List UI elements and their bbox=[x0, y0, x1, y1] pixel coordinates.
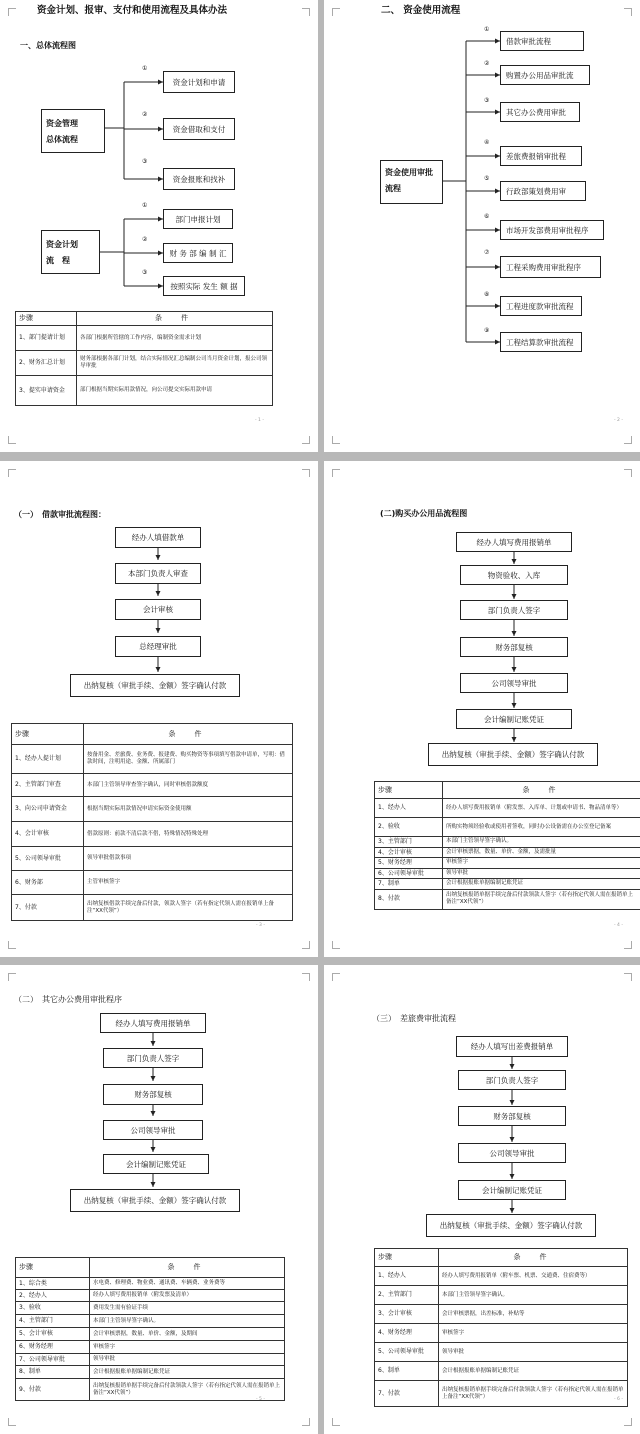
document-page-6 bbox=[324, 965, 640, 1434]
table-cell: 本部门主管领导审查签字确认，同时审核借款额度 bbox=[84, 774, 293, 797]
table-cell: 1、综合类 bbox=[16, 1278, 90, 1290]
table-cell: 各部门根据所管辖的工作内容，编制资金需求计划 bbox=[77, 326, 273, 351]
flow-step: 经办人填写出差费报销单 bbox=[456, 1036, 568, 1057]
table-cell: 3、主管部门 bbox=[375, 837, 443, 848]
table-header-row bbox=[12, 724, 293, 745]
table-cell: 领导审批 bbox=[443, 868, 640, 879]
process-item-loan: 借款审批流程 bbox=[500, 31, 584, 51]
table-cell: 6、财务经理 bbox=[16, 1341, 90, 1354]
page-number: - 2 - bbox=[614, 418, 623, 423]
conditions-table bbox=[374, 781, 640, 910]
flow-step: 财务部复核 bbox=[103, 1084, 203, 1105]
table-row bbox=[16, 1315, 285, 1328]
flow-step: 经办人填借款单 bbox=[115, 527, 201, 548]
flow-step: 财务部复核 bbox=[460, 637, 568, 657]
table-cell: 会计审核票据，出差标准，补贴等 bbox=[439, 1305, 628, 1324]
table-row bbox=[375, 1324, 628, 1343]
document-page-5 bbox=[0, 965, 318, 1434]
table-cell: 领导审批 bbox=[439, 1343, 628, 1362]
table-row bbox=[16, 1290, 285, 1302]
page-number: - 1 - bbox=[255, 418, 264, 423]
table-cell: 部门根据当期实际用款情况，向公司提交实际用款申请 bbox=[77, 376, 273, 406]
table-cell: 2、财务汇总计划 bbox=[16, 351, 77, 376]
table-row bbox=[12, 895, 293, 921]
table-cell: 8、付款 bbox=[375, 889, 443, 909]
table-cell: 经办人填写费用报销单（附发票及清单） bbox=[90, 1290, 285, 1302]
table-row bbox=[375, 868, 640, 879]
table-cell: 会计根据报账单据编制记账凭证 bbox=[439, 1362, 628, 1381]
mgmt-step-box: 资金借取和支付 bbox=[163, 118, 235, 140]
table-cell: 出纳复核报销单据手续完备后付款领款人签字（若有指定代领人需在报销单上备注“XX代领”） bbox=[90, 1379, 285, 1401]
step-number: ③ bbox=[142, 158, 148, 165]
process-item-market-dev: 市场开发部费用审批程序 bbox=[500, 220, 604, 240]
table-cell: 7、付款 bbox=[12, 895, 84, 921]
table-header-row bbox=[16, 312, 273, 326]
page-number: - 3 - bbox=[256, 923, 265, 928]
table-row bbox=[375, 799, 640, 818]
table-cell: 按备用金、差旅费、业务费、报建费、购买物资等事项填写借款申请单，写明：借款时间，注明用途、金额、所属部门 bbox=[84, 745, 293, 774]
step-number: ④ bbox=[484, 139, 490, 146]
table-row bbox=[12, 745, 293, 774]
header-cell: 步骤 bbox=[375, 1249, 439, 1267]
step-number: ① bbox=[142, 202, 148, 209]
table-cell: 7、制单 bbox=[375, 879, 443, 890]
section-title: 二、 资金使用流程 bbox=[381, 5, 461, 16]
conditions-table bbox=[15, 1257, 285, 1401]
table-cell: 6、制单 bbox=[375, 1362, 439, 1381]
table-cell: 6、财务部 bbox=[12, 871, 84, 895]
document-page-1 bbox=[0, 0, 318, 452]
step-number: ⑧ bbox=[484, 291, 490, 298]
conditions-table bbox=[15, 311, 273, 406]
step-number: ② bbox=[142, 236, 148, 243]
table-cell: 本部门主管领导签字确认。 bbox=[90, 1315, 285, 1328]
table-cell: 5、财务经理 bbox=[375, 858, 443, 869]
process-item-procurement: 工程采购费用审批程序 bbox=[500, 256, 601, 278]
table-cell: 2、主管部门 bbox=[375, 1286, 439, 1305]
table-row bbox=[16, 1366, 285, 1379]
table-cell: 3、提实申请资金 bbox=[16, 376, 77, 406]
table-cell: 水电费、修理费、物业费、通讯费、车辆费、业务费等 bbox=[90, 1278, 285, 1290]
section-heading: 一、总体流程图 bbox=[20, 41, 76, 50]
section-heading: (二)购买办公用品流程图 bbox=[380, 509, 468, 518]
step-number: ① bbox=[142, 65, 148, 72]
header-cell: 条 件 bbox=[439, 1249, 628, 1267]
step-number: ③ bbox=[142, 269, 148, 276]
table-cell: 4、会计审核 bbox=[12, 822, 84, 847]
table-row bbox=[16, 351, 273, 376]
step-number: ⑨ bbox=[484, 327, 490, 334]
table-row bbox=[375, 879, 640, 890]
mgmt-step-box: 资金计划和申请 bbox=[163, 71, 235, 93]
document-page-3 bbox=[0, 461, 318, 957]
process-item-other-office: 其它办公费用审批 bbox=[500, 102, 580, 122]
page-number: - 6 - bbox=[614, 1397, 623, 1402]
table-header-row bbox=[16, 1258, 285, 1278]
fund-management-label: 资金管理 总体流程 bbox=[46, 119, 78, 144]
table-cell: 7、付款 bbox=[375, 1381, 439, 1407]
header-cell: 条 件 bbox=[443, 782, 640, 799]
table-cell: 本部门主管领导签字确认。 bbox=[443, 837, 640, 848]
table-cell: 领导审批借款事项 bbox=[84, 847, 293, 871]
table-cell: 1、经办人 bbox=[375, 1267, 439, 1286]
document-page-2 bbox=[324, 0, 640, 452]
flow-step: 物资验收、入库 bbox=[460, 565, 568, 585]
plan-step-box: 按照实际 发生 额 据 bbox=[163, 276, 245, 296]
table-row bbox=[375, 818, 640, 837]
section-heading: （三） 差旅费审批流程 bbox=[372, 1014, 456, 1023]
table-cell: 4、财务经理 bbox=[375, 1324, 439, 1343]
table-cell: 出纳复核借款手续完备后付款，领款人签字（若有指定代领人需在报销单上备注“XX代领”） bbox=[84, 895, 293, 921]
table-cell: 费用发生需有验证手续 bbox=[90, 1302, 285, 1315]
fund-plan-label: 资金计划 流 程 bbox=[46, 240, 78, 265]
table-cell: 会计审核票据，数量、单价、金额，及期间 bbox=[90, 1328, 285, 1341]
flow-step: 总经理审批 bbox=[115, 636, 201, 657]
header-cell: 条 件 bbox=[84, 724, 293, 745]
flow-step: 会计审核 bbox=[115, 599, 201, 620]
table-row bbox=[12, 774, 293, 797]
fund-use-box bbox=[380, 160, 443, 204]
table-header-row bbox=[375, 782, 640, 799]
header-cell: 步骤 bbox=[12, 724, 84, 745]
table-cell: 所购实物须经验收或使用者签收，同时办公设备需在办公室登记备案 bbox=[443, 818, 640, 837]
table-cell: 1、经办人提计划 bbox=[12, 745, 84, 774]
page-number: - 4 - bbox=[614, 923, 623, 928]
table-row bbox=[12, 822, 293, 847]
flow-step: 本部门负责人审查 bbox=[115, 563, 201, 584]
table-row bbox=[375, 1343, 628, 1362]
table-row bbox=[375, 847, 640, 858]
fund-management-box bbox=[41, 109, 105, 153]
flow-step: 经办人填写费用报销单 bbox=[100, 1013, 206, 1033]
table-row bbox=[16, 1354, 285, 1366]
table-cell: 5、公司领导审批 bbox=[375, 1343, 439, 1362]
table-cell: 领导审批 bbox=[90, 1354, 285, 1366]
fund-plan-box bbox=[41, 230, 100, 274]
plan-step-box: 部门申报计划 bbox=[163, 209, 233, 229]
table-row bbox=[16, 1341, 285, 1354]
flow-step: 公司领导审批 bbox=[460, 673, 568, 693]
table-row bbox=[375, 1381, 628, 1407]
table-cell: 审核签字 bbox=[90, 1341, 285, 1354]
header-cell: 步骤 bbox=[16, 1258, 90, 1278]
step-number: ② bbox=[484, 60, 490, 67]
table-row bbox=[375, 858, 640, 869]
table-cell: 1、经办人 bbox=[375, 799, 443, 818]
fund-use-label: 资金使用审批 流程 bbox=[385, 168, 433, 193]
table-row bbox=[16, 1379, 285, 1401]
step-number: ⑤ bbox=[484, 175, 490, 182]
header-cell: 步骤 bbox=[16, 312, 77, 326]
table-cell: 2、经办人 bbox=[16, 1290, 90, 1302]
table-row bbox=[375, 1362, 628, 1381]
table-cell: 经办人填写费用报销单（附发票、入库单、计划或申请书、物品清单等） bbox=[443, 799, 640, 818]
table-cell: 根据当期实际用款情况申请实际资金使用额 bbox=[84, 797, 293, 822]
table-row bbox=[375, 837, 640, 848]
header-cell: 条 件 bbox=[90, 1258, 285, 1278]
table-cell: 2、验收 bbox=[375, 818, 443, 837]
document-title: 资金计划、报审、支付和使用流程及具体办法 bbox=[37, 5, 228, 16]
table-row bbox=[12, 797, 293, 822]
plan-step-box: 财 务 部 编 制 汇 bbox=[163, 243, 233, 263]
section-heading: （二） 其它办公费用审批程序 bbox=[14, 995, 122, 1004]
process-item-settlement: 工程结算款审批流程 bbox=[500, 332, 582, 352]
table-row bbox=[16, 1328, 285, 1341]
flow-step: 会计编制记账凭证 bbox=[458, 1180, 566, 1200]
table-cell: 9、付款 bbox=[16, 1379, 90, 1401]
table-cell: 4、会计审核 bbox=[375, 847, 443, 858]
mgmt-step-box: 资金报账和找补 bbox=[163, 168, 235, 190]
flow-step: 经办人填写费用报销单 bbox=[456, 532, 572, 552]
conditions-table bbox=[374, 1248, 628, 1407]
flow-step-final: 出纳复核（审批手续、金额）签字确认付款 bbox=[70, 674, 240, 697]
table-cell: 审核签字 bbox=[439, 1324, 628, 1343]
flow-step: 财务部复核 bbox=[458, 1106, 566, 1126]
document-page-4 bbox=[324, 461, 640, 957]
process-item-progress-payment: 工程进度款审批流程 bbox=[500, 296, 582, 316]
flow-step: 公司领导审批 bbox=[103, 1120, 203, 1140]
flow-step-final: 出纳复核（审批手续、金额）签字确认付款 bbox=[426, 1214, 596, 1237]
conditions-table bbox=[11, 723, 293, 921]
table-row bbox=[12, 847, 293, 871]
process-item-admin-planning: 行政部策划费用审 bbox=[500, 181, 586, 201]
table-row bbox=[375, 1286, 628, 1305]
table-row bbox=[12, 871, 293, 895]
table-cell: 2、主管部门审查 bbox=[12, 774, 84, 797]
table-row bbox=[16, 1278, 285, 1290]
table-cell: 6、公司领导审批 bbox=[375, 868, 443, 879]
table-cell: 7、公司领导审批 bbox=[16, 1354, 90, 1366]
table-row bbox=[16, 1302, 285, 1315]
table-row bbox=[16, 376, 273, 406]
table-cell: 8、制单 bbox=[16, 1366, 90, 1379]
table-cell: 审核签字 bbox=[443, 858, 640, 869]
table-row bbox=[16, 326, 273, 351]
step-number: ① bbox=[484, 26, 490, 33]
table-cell: 5、会计审核 bbox=[16, 1328, 90, 1341]
page-number: - 5 - bbox=[256, 1397, 265, 1402]
table-cell: 1、部门提请计划 bbox=[16, 326, 77, 351]
table-cell: 出纳复核报销单据手续完备后付款领款人签字（若有指定代领人需在报销单上备注“XX代领”） bbox=[443, 889, 640, 909]
flow-step: 公司领导审批 bbox=[458, 1143, 566, 1163]
table-cell: 会计审核票据，数量、单价、金额，及需批量 bbox=[443, 847, 640, 858]
process-item-travel: 差旅费报销审批程 bbox=[500, 146, 582, 166]
section-heading: （一） 借款审批流程图： bbox=[14, 510, 106, 519]
flow-step-final: 出纳复核（审批手续、金额）签字确认付款 bbox=[70, 1189, 240, 1212]
table-cell: 财务部根据各部门计划，结合实际情况汇总编制公司当月资金计划，报公司领导审批 bbox=[77, 351, 273, 376]
table-cell: 3、会计审核 bbox=[375, 1305, 439, 1324]
table-cell: 5、公司领导审批 bbox=[12, 847, 84, 871]
header-cell: 条 件 bbox=[77, 312, 273, 326]
flow-step: 会计编制记账凭证 bbox=[456, 709, 572, 729]
flow-step-final: 出纳复核（审批手续、金额）签字确认付款 bbox=[428, 743, 598, 766]
process-item-office-supplies: 购置办公用品审批流 bbox=[500, 65, 590, 85]
flow-step: 部门负责人签字 bbox=[460, 600, 568, 620]
table-cell: 3、验收 bbox=[16, 1302, 90, 1315]
table-cell: 4、主管部门 bbox=[16, 1315, 90, 1328]
step-number: ⑥ bbox=[484, 213, 490, 220]
table-cell: 出纳复核报销单据手续完备后付款领款人签字（若有指定代领人需在报销单上备注“XX代领”） bbox=[439, 1381, 628, 1407]
step-number: ⑦ bbox=[484, 249, 490, 256]
table-row bbox=[375, 889, 640, 909]
table-cell: 经办人填写费用报销单（附车票、机票、交通费、住宿费等） bbox=[439, 1267, 628, 1286]
table-row bbox=[375, 1305, 628, 1324]
table-header-row bbox=[375, 1249, 628, 1267]
table-row bbox=[375, 1267, 628, 1286]
step-number: ② bbox=[142, 111, 148, 118]
table-cell: 会计根据报账单据编制记账凭证 bbox=[90, 1366, 285, 1379]
table-cell: 借款原则：前款不清后款不借，特殊情况特殊处理 bbox=[84, 822, 293, 847]
step-number: ③ bbox=[484, 97, 490, 104]
table-cell: 会计根据报账单据编制记账凭证 bbox=[443, 879, 640, 890]
table-cell: 本部门主管领导签字确认。 bbox=[439, 1286, 628, 1305]
flow-step: 部门负责人签字 bbox=[103, 1048, 203, 1068]
table-cell: 主管审核签字 bbox=[84, 871, 293, 895]
header-cell: 步骤 bbox=[375, 782, 443, 799]
flow-step: 会计编制记账凭证 bbox=[103, 1154, 209, 1174]
flow-step: 部门负责人签字 bbox=[458, 1070, 566, 1090]
table-cell: 3、向公司申请资金 bbox=[12, 797, 84, 822]
